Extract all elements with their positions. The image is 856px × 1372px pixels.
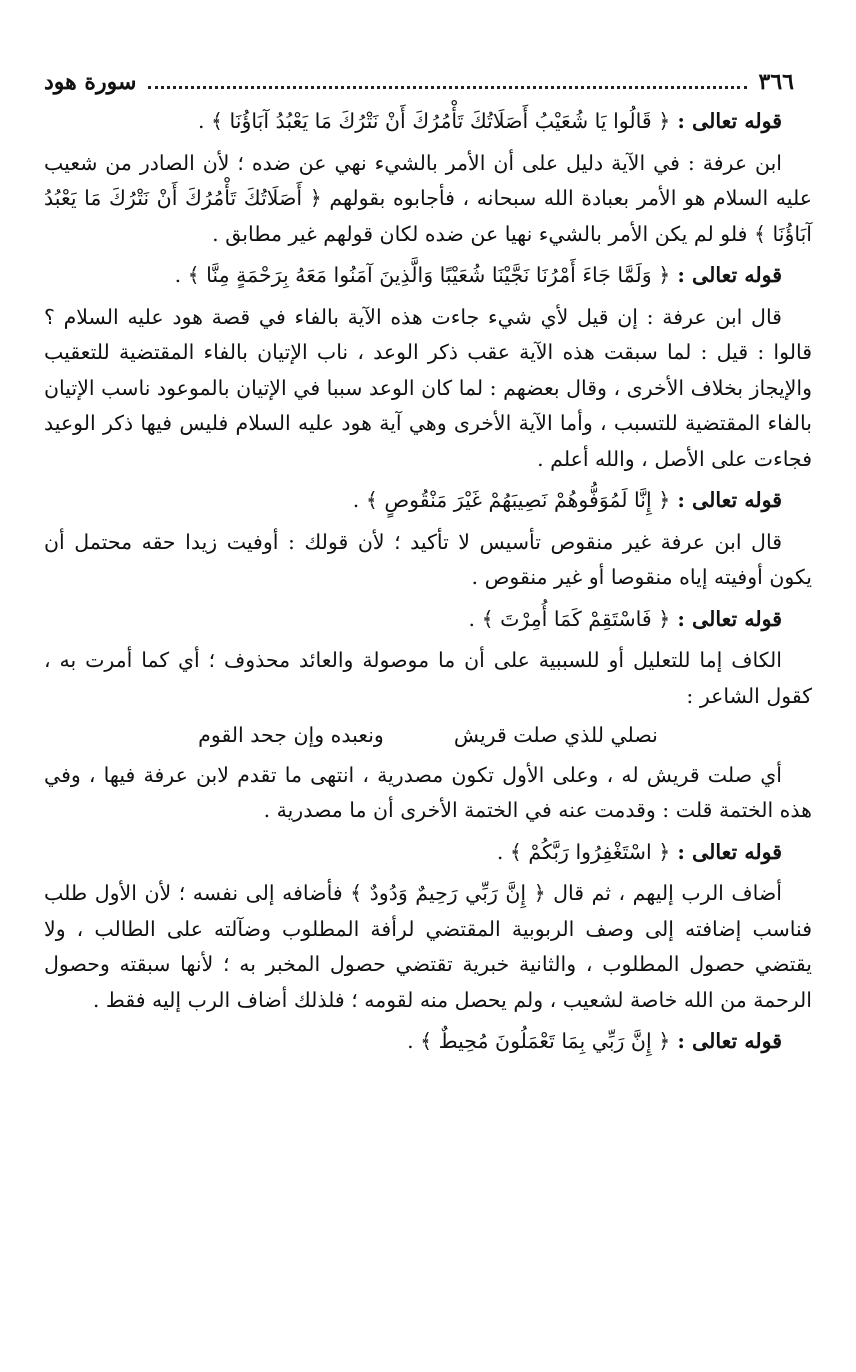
verse-quote: ﴿ وَلَمَّا جَاءَ أَمْرُنَا نَجَّيْنَا شُعَيْبًا وَالَّذِينَ آمَنُوا مَعَهُ بِرَحْمَةٍ مِنَّا ﴾ . bbox=[174, 263, 671, 287]
commentary-paragraph: أضاف الرب إليهم ، ثم قال ﴿ إِنَّ رَبِّي رَحِيمٌ وَدُودٌ ﴾ فأضافه إلى نفسه ؛ لأن الأول طلب فناسب إضافته إلى وصف الربوبية المقتضي لرأفة المطلوب وضآلته على الطالب ، ولا يقتضي حصول المطلوب ، والثانية خبرية تقتضي حصول المخبر به ؛ لأنها سبقته وحصول الرحمة من الله خاصة لشعيب ، ولم يحصل منه لقومه ؛ فلذلك أضاف الرب إليه فقط . bbox=[44, 881, 812, 1012]
verse-quote: ﴿ قَالُوا يَا شُعَيْبُ أَصَلَاتُكَ تَأْمُرُكَ أَنْ نَتْرُكَ مَا يَعْبُدُ آبَاؤُنَا ﴾ . bbox=[197, 109, 671, 133]
verse-heading bbox=[44, 483, 812, 519]
verse-quote: ﴿ فَاسْتَقِمْ كَمَا أُمِرْتَ ﴾ . bbox=[468, 606, 671, 631]
verse-lead: قوله تعالى : bbox=[670, 839, 782, 864]
verse-lead: قوله تعالى : bbox=[670, 488, 782, 512]
poem-hemistich-second: ونعبده وإن جحد القوم bbox=[198, 723, 384, 747]
commentary-paragraph: الكاف إما للتعليل أو للسببية على أن ما موصولة والعائد محذوف ؛ أي كما أمرت به ، كقول الشاعر : bbox=[44, 648, 812, 708]
verse-lead: قوله تعالى : bbox=[670, 606, 782, 631]
commentary-paragraph: قال ابن عرفة : إن قيل لأي شيء جاءت هذه الآية بالفاء في قصة هود عليه السلام ؟ قالوا : قيل : لما سبقت هذه الآية عقب ذكر الوعد ، ناب الإتيان بالفاء المقتضية للتعقيب والإيجاز بخلاف الأخرى ، وقال بعضهم : لما كان الوعد سببا في الإتيان بالموعود ناسب الإتيان بالفاء المقتضية للتسبب ، وأما الآية الأخرى وهي آية هود عليه السلام فليس فيها ذكر الوعيد فجاءت على الأصل ، والله أعلم . bbox=[44, 304, 812, 471]
verse-quote: ﴿ اسْتَغْفِرُوا رَبَّكُمْ ﴾ . bbox=[496, 839, 671, 864]
verse-heading bbox=[44, 602, 812, 638]
surah-title: سورة هود bbox=[44, 69, 137, 95]
verse-heading bbox=[44, 835, 812, 871]
verse-quote: ﴿ إِنَّا لَمُوَفُّوهُمْ نَصِيبَهُمْ غَيْرَ مَنْقُوصٍ ﴾ . bbox=[352, 488, 671, 512]
poem-hemistich-first: نصلي للذي صلت قريش bbox=[453, 723, 658, 747]
commentary-paragraph: أي صلت قريش له ، وعلى الأول تكون مصدرية ، انتهى ما تقدم لابن عرفة فيها ، وفي هذه الختمة قلت : وقدمت عنه في الختمة الأخرى أن ما مصدرية . bbox=[44, 762, 812, 822]
page-number: ٣٦٦ bbox=[758, 69, 794, 95]
poem-verse bbox=[44, 718, 812, 754]
verse-heading bbox=[44, 258, 812, 294]
verse-lead: قوله تعالى : bbox=[670, 1029, 782, 1053]
verse-lead: قوله تعالى : bbox=[670, 263, 782, 287]
commentary-paragraph: ابن عرفة : في الآية دليل على أن الأمر بالشيء نهي عن ضده ؛ لأن الصادر من شعيب عليه السلام هو الأمر بعبادة الله سبحانه ، فأجابوه بقولهم ﴿ أَصَلَاتُكَ تَأْمُرُكَ أَنْ نَتْرُكَ مَا يَعْبُدُ آبَاؤُنَا ﴾ فلو لم يكن الأمر بالشيء نهيا عن ضده لكان قولهم غير مطابق . bbox=[44, 150, 812, 246]
verse-lead: قوله تعالى : bbox=[670, 109, 782, 133]
page-header bbox=[44, 62, 794, 102]
header-dotted-rule bbox=[148, 76, 746, 89]
verse-heading bbox=[44, 104, 812, 140]
verse-quote: ﴿ إِنَّ رَبِّي بِمَا تَعْمَلُونَ مُحِيطٌ ﴾ . bbox=[407, 1029, 671, 1053]
commentary-paragraph: قال ابن عرفة غير منقوص تأسيس لا تأكيد ؛ لأن قولك : أوفيت زيدا حقه محتمل أن يكون أوفيته إياه منقوصا أو غير منقوص . bbox=[44, 529, 812, 589]
verse-heading bbox=[44, 1024, 812, 1060]
